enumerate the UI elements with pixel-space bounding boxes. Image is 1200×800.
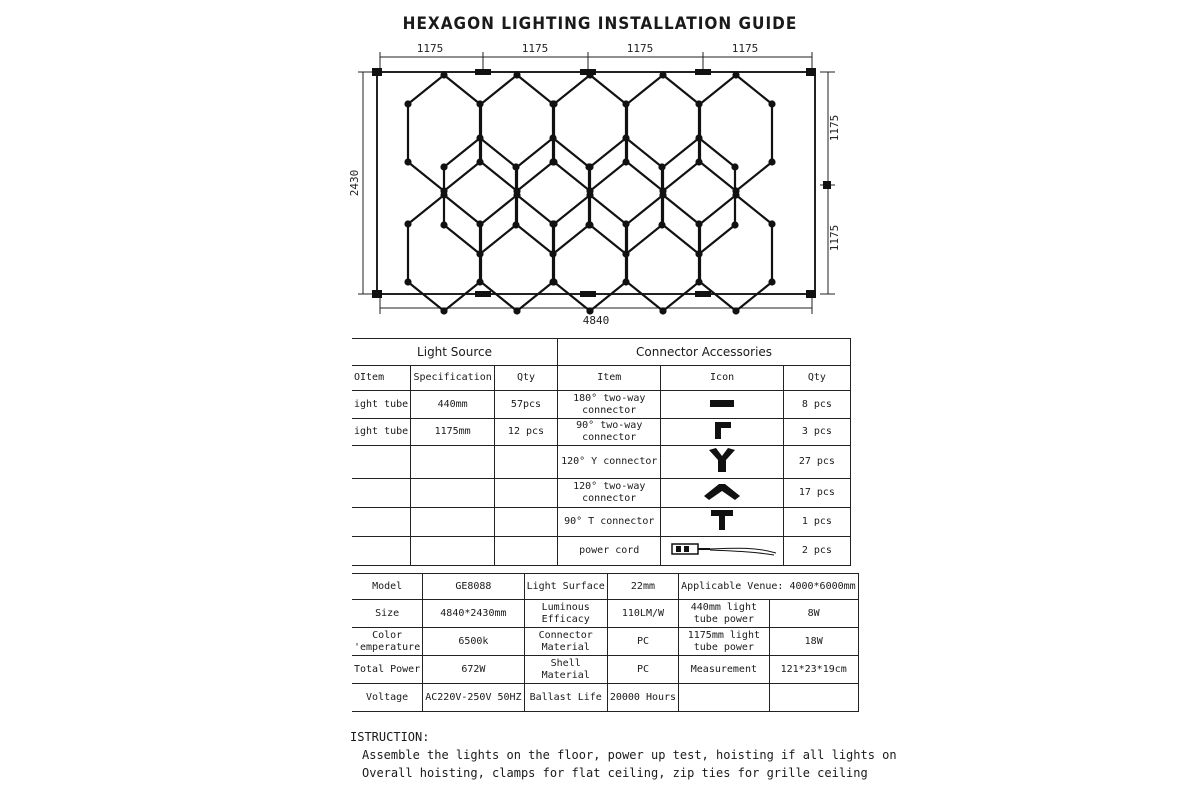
corner-connector [372, 68, 382, 76]
hexagon-joint [695, 134, 702, 141]
top-dim-1: 1175 [416, 42, 444, 55]
bar-connector [823, 181, 831, 189]
conn-icon-cell [661, 419, 783, 446]
hexagon-joint [550, 100, 557, 107]
spec-label: Luminous Efficacy [524, 600, 607, 628]
conn-item: power cord [558, 537, 661, 566]
corner-connector [806, 290, 816, 298]
bar-connector [475, 291, 491, 297]
spec-value: GE8088 [423, 574, 524, 600]
hexagon-joint [695, 220, 702, 227]
y-connector-icon [705, 446, 739, 474]
hexagon-joint [732, 307, 739, 314]
connector-header: Connector Accessories [558, 339, 851, 366]
hexagon-joint [622, 158, 629, 165]
hexagon-joint [695, 278, 702, 285]
instruction-line: Assemble the lights on the floor, power up test, hoisting if all lights on [362, 748, 897, 762]
bar-connector [695, 291, 711, 297]
hexagon-joint [404, 220, 411, 227]
corner-connector [806, 68, 816, 76]
left-dim: 2430 [348, 169, 361, 197]
conn-item: 90° T connector [558, 508, 661, 537]
components-table [352, 338, 851, 566]
hexagon-joint [440, 307, 447, 314]
hexagon-joint [695, 100, 702, 107]
hexagon-joint [476, 220, 483, 227]
spec-value: 6500k [423, 628, 524, 656]
col-qty: Qty [494, 366, 557, 391]
spec-label: Voltage [352, 684, 423, 712]
hexagon-joint [440, 71, 447, 78]
hexagon-joint [513, 191, 520, 198]
instruction-block [350, 728, 897, 782]
conn-qty: 3 pcs [783, 419, 850, 446]
hexagon-joint [622, 134, 629, 141]
hexagon-joint [622, 100, 629, 107]
conn-item: 90° two-way connector [558, 419, 661, 446]
conn-item: 120° two-way connector [558, 479, 661, 508]
conn-item: 180° two-way connector [558, 391, 661, 419]
spec-label: Light Surface [524, 574, 607, 600]
bottom-dim: 4840 [582, 314, 610, 327]
bar-connector [695, 69, 711, 75]
spec-label: Connector Material [524, 628, 607, 656]
spec-venue: Applicable Venue: 4000*6000mm [679, 574, 859, 600]
hexagon-joint [476, 250, 483, 257]
conn-icon-cell [661, 537, 783, 566]
hexagon-joint [549, 134, 556, 141]
top-dim-2: 1175 [521, 42, 549, 55]
hexagon-joint [440, 191, 447, 198]
hexagon-joint [622, 278, 629, 285]
hexagon-joint [658, 163, 665, 170]
spec-value: AC220V-250V 50HZ [423, 684, 524, 712]
hexagon-joint [659, 191, 666, 198]
hexagon-joint [550, 278, 557, 285]
col-item: OItem [352, 366, 411, 391]
power-cord-icon [666, 541, 778, 557]
ls-qty: 12 pcs [494, 419, 557, 446]
hexagon-joint [731, 221, 738, 228]
spec-value: 672W [423, 656, 524, 684]
ls-spec: 1175mm [411, 419, 495, 446]
spec-value: 20000 Hours [607, 684, 678, 712]
hexagon-joint [513, 71, 520, 78]
top-dim-4: 1175 [731, 42, 759, 55]
spec-value: 8W [769, 600, 858, 628]
conn-qty: 1 pcs [783, 508, 850, 537]
conn-icon-cell [661, 446, 783, 479]
hexagon-joint [404, 278, 411, 285]
hexagon-joint [476, 158, 483, 165]
hexagon-joint [622, 250, 629, 257]
hexagon-joint [513, 307, 520, 314]
hexagon-joint [476, 134, 483, 141]
spec-label: 1175mm light tube power [679, 628, 770, 656]
hexagon-joint [659, 71, 666, 78]
instruction-heading: ISTRUCTION: [350, 730, 430, 744]
hexagon-joint [512, 163, 519, 170]
hexagon-layout-diagram [0, 0, 1200, 330]
l-connector-icon [707, 419, 737, 441]
hexagon-joint [768, 220, 775, 227]
spec-value: 121*23*19cm [769, 656, 858, 684]
right-dim-1: 1175 [828, 114, 841, 142]
straight-connector-icon [707, 397, 737, 409]
spec-value: 18W [769, 628, 858, 656]
ls-item: ight tube [352, 419, 411, 446]
hexagon-joint [404, 158, 411, 165]
hexagon-joint [622, 220, 629, 227]
conn-item: 120° Y connector [558, 446, 661, 479]
spec-label: Measurement [679, 656, 770, 684]
hexagon-joint [768, 278, 775, 285]
top-dim-3: 1175 [626, 42, 654, 55]
t-connector-icon [707, 508, 737, 532]
hexagon-joint [732, 191, 739, 198]
spec-label: 440mm light tube power [679, 600, 770, 628]
spec-value: 110LM/W [607, 600, 678, 628]
spec-label: Ballast Life [524, 684, 607, 712]
light-source-header: Light Source [352, 339, 558, 366]
right-dim-2: 1175 [828, 224, 841, 252]
hexagon-joint [586, 163, 593, 170]
spec-value: 22mm [607, 574, 678, 600]
instruction-line: Overall hoisting, clamps for flat ceiling, zip ties for grille ceiling [362, 766, 868, 780]
spec-label: Size [352, 600, 423, 628]
col-spec: Specification [411, 366, 495, 391]
hexagon-joint [732, 71, 739, 78]
spec-label: Shell Material [524, 656, 607, 684]
bar-connector [580, 291, 596, 297]
hexagon-joint [586, 221, 593, 228]
spec-label: Total Power [352, 656, 423, 684]
bar-connector [475, 69, 491, 75]
col-conn-icon: Icon [661, 366, 783, 391]
conn-qty: 2 pcs [783, 537, 850, 566]
hexagon-joint [586, 191, 593, 198]
hexagon-joint [550, 220, 557, 227]
hexagon-joint [440, 221, 447, 228]
hexagon-joint [476, 278, 483, 285]
hexagon-joint [695, 158, 702, 165]
spec-label: Color 'emperature [352, 628, 423, 656]
hexagon-joint [658, 221, 665, 228]
spec-value: PC [607, 656, 678, 684]
hexagon-joint [768, 158, 775, 165]
hexagon-joint [659, 307, 666, 314]
hexagon-joint [440, 163, 447, 170]
bar-connector [580, 69, 596, 75]
conn-qty: 8 pcs [783, 391, 850, 419]
col-conn-qty: Qty [783, 366, 850, 391]
spec-label: Model [352, 574, 423, 600]
ls-qty: 57pcs [494, 391, 557, 419]
ls-item: ight tube [352, 391, 411, 419]
ls-spec: 440mm [411, 391, 495, 419]
spec-value: PC [607, 628, 678, 656]
hexagon-joint [549, 250, 556, 257]
page-title: HEXAGON LIGHTING INSTALLATION GUIDE [402, 14, 798, 34]
hexagon-joint [404, 100, 411, 107]
conn-icon-cell [661, 391, 783, 419]
spec-value: 4840*2430mm [423, 600, 524, 628]
corner-connector [372, 290, 382, 298]
specifications-table [352, 573, 859, 712]
col-conn-item: Item [558, 366, 661, 391]
hexagon-joint [768, 100, 775, 107]
conn-qty: 27 pcs [783, 446, 850, 479]
hexagon-joint [550, 158, 557, 165]
hexagon-joint [731, 163, 738, 170]
conn-qty: 17 pcs [783, 479, 850, 508]
hexagon-joint [476, 100, 483, 107]
hexagon-joint [512, 221, 519, 228]
hexagon-joint [695, 250, 702, 257]
v-connector-icon [702, 480, 742, 502]
conn-icon-cell [661, 508, 783, 537]
conn-icon-cell [661, 479, 783, 508]
